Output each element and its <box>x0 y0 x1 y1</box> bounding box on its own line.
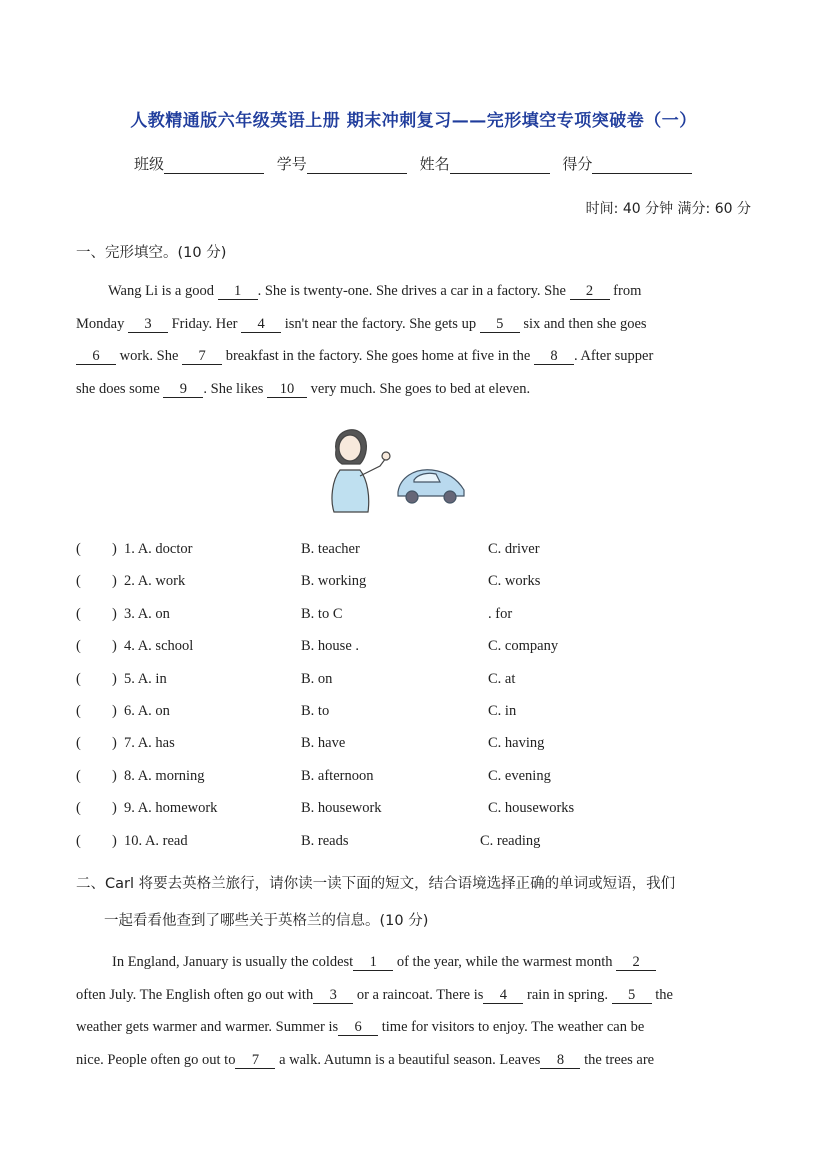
section2-title-cont: 一起看看他查到了哪些关于英格兰的信息。(10 分) <box>104 913 429 929</box>
option-a[interactable]: 9. A. homework <box>124 800 218 817</box>
option-b[interactable]: B. afternoon <box>301 767 374 784</box>
name-field: 姓名 <box>420 153 550 174</box>
answer-paren-open[interactable]: ( <box>76 735 81 752</box>
answer-paren-close: ) <box>112 735 117 752</box>
answer-paren-close: ) <box>112 800 117 817</box>
answer-paren-open[interactable]: ( <box>76 541 81 557</box>
passage1-line: 6 work. She 7 breakfast in the factory. She goes home at five in the 8 . After supper <box>76 340 752 373</box>
question-row <box>76 606 752 628</box>
name-blank[interactable] <box>450 159 550 174</box>
blank[interactable]: 1 <box>218 283 258 300</box>
question-row <box>76 541 752 563</box>
score-field: 得分 <box>562 153 692 174</box>
option-b[interactable]: B. teacher <box>301 541 360 557</box>
class-blank[interactable] <box>164 159 264 174</box>
answer-paren-open[interactable]: ( <box>76 638 81 655</box>
option-b[interactable]: B. to C <box>301 605 343 622</box>
answer-paren-close: ) <box>112 832 117 849</box>
option-b[interactable]: B. housework <box>301 800 382 817</box>
answer-paren-open[interactable]: ( <box>76 800 81 817</box>
blank[interactable]: 5 <box>480 316 520 333</box>
answer-paren-close: ) <box>112 573 117 590</box>
page-title: 人教精通版六年级英语上册 期末冲刺复习——完形填空专项突破卷（一） <box>130 111 697 131</box>
woman-figure <box>332 430 390 512</box>
student-info-row <box>134 153 700 174</box>
blank[interactable]: 9 <box>163 381 203 398</box>
blank[interactable]: 8 <box>534 348 574 365</box>
answer-paren-close: ) <box>112 767 117 784</box>
option-a[interactable]: 4. A. school <box>124 638 194 655</box>
section2-title: 二、Carl 将要去英格兰旅行，请你读一读下面的短文，结合语境选择正确的单词或短语，我们 <box>76 876 676 892</box>
question-row <box>76 735 752 757</box>
section2-passage <box>76 946 752 1076</box>
option-c[interactable]: C. in <box>488 703 517 719</box>
option-c[interactable]: C. evening <box>488 767 551 784</box>
blank[interactable]: 6 <box>76 348 116 365</box>
option-c[interactable]: C. company <box>488 638 559 655</box>
blank[interactable]: 4 <box>241 316 281 333</box>
passage2-line: weather gets warmer and warmer. Summer is 6 time for visitors to enjoy. The weather can be <box>76 1019 645 1035</box>
option-c[interactable]: C. reading <box>480 832 541 849</box>
option-b[interactable]: B. on <box>301 670 333 687</box>
question-row <box>76 768 752 790</box>
blank[interactable]: 3 <box>313 987 353 1004</box>
option-b[interactable]: B. reads <box>301 832 349 849</box>
question-row <box>76 573 752 595</box>
option-c[interactable]: C. works <box>488 573 541 590</box>
woman-and-car-illustration <box>322 420 472 515</box>
option-c[interactable]: C. having <box>488 735 545 752</box>
option-a[interactable]: 6. A. on <box>124 703 170 719</box>
answer-paren-open[interactable]: ( <box>76 670 81 687</box>
answer-paren-close: ) <box>112 605 117 622</box>
passage1-line: Wang Li is a good 1 . She is twenty-one. She drives a car in a factory. She 2 from <box>108 283 642 299</box>
time-score-info: 时间: 40 分钟 满分: 60 分 <box>585 201 751 217</box>
passage2-line: nice. People often go out to 7 a walk. Autumn is a beautiful season. Leaves 8 the trees are <box>76 1051 655 1068</box>
option-b[interactable]: B. house . <box>301 638 359 655</box>
blank[interactable]: 3 <box>128 316 168 333</box>
option-a[interactable]: 3. A. on <box>124 605 170 622</box>
answer-paren-open[interactable]: ( <box>76 605 81 622</box>
option-a[interactable]: 7. A. has <box>124 735 175 752</box>
passage2-line: In England, January is usually the coldest 1 of the year, while the warmest month 2 <box>76 946 752 979</box>
blank[interactable]: 7 <box>235 1052 275 1069</box>
answer-paren-open[interactable]: ( <box>76 573 81 590</box>
student-number-field: 学号 <box>277 153 407 174</box>
car-figure <box>398 470 464 503</box>
blank[interactable]: 2 <box>616 954 656 971</box>
blank[interactable]: 6 <box>338 1019 378 1036</box>
passage1-line: Monday 3 Friday. Her 4 isn't near the factory. She gets up 5 six and then she goes <box>76 315 647 332</box>
answer-paren-close: ) <box>112 541 117 557</box>
score-blank[interactable] <box>592 159 692 174</box>
section1-passage <box>76 275 752 405</box>
section1-title: 一、完形填空。(10 分) <box>76 245 227 261</box>
answer-paren-close: ) <box>112 638 117 655</box>
question-row <box>76 671 752 693</box>
passage1-line: she does some 9 . She likes 10 very much. She goes to bed at eleven. <box>76 380 531 397</box>
answer-paren-open[interactable]: ( <box>76 832 81 849</box>
question-row <box>76 833 752 855</box>
blank[interactable]: 8 <box>540 1052 580 1069</box>
answer-paren-open[interactable]: ( <box>76 703 81 719</box>
option-a[interactable]: 2. A. work <box>124 573 186 590</box>
option-c[interactable]: C. driver <box>488 541 540 557</box>
option-a[interactable]: 1. A. doctor <box>124 541 193 557</box>
option-a[interactable]: 5. A. in <box>124 670 167 687</box>
option-a[interactable]: 10. A. read <box>124 832 188 849</box>
question-row <box>76 703 752 725</box>
blank[interactable]: 4 <box>483 987 523 1004</box>
option-c[interactable]: . for <box>488 605 513 622</box>
option-b[interactable]: B. working <box>301 573 367 590</box>
question-row <box>76 638 752 660</box>
option-c[interactable]: C. houseworks <box>488 800 575 817</box>
answer-paren-open[interactable]: ( <box>76 767 81 784</box>
option-a[interactable]: 8. A. morning <box>124 767 205 784</box>
answer-paren-close: ) <box>112 670 117 687</box>
blank[interactable]: 2 <box>570 283 610 300</box>
option-b[interactable]: B. to <box>301 703 330 719</box>
question-row <box>76 800 752 822</box>
blank[interactable]: 1 <box>353 954 393 971</box>
option-b[interactable]: B. have <box>301 735 346 752</box>
answer-paren-close: ) <box>112 703 117 719</box>
blank[interactable]: 10 <box>267 381 307 398</box>
class-field: 班级 <box>134 153 264 174</box>
student-number-blank[interactable] <box>307 159 407 174</box>
passage2-line: often July. The English often go out with 3 or a raincoat. There is 4 rain in spring. 5 the <box>76 986 673 1003</box>
blank[interactable]: 5 <box>612 987 652 1004</box>
option-c[interactable]: C. at <box>488 670 516 687</box>
blank[interactable]: 7 <box>182 348 222 365</box>
